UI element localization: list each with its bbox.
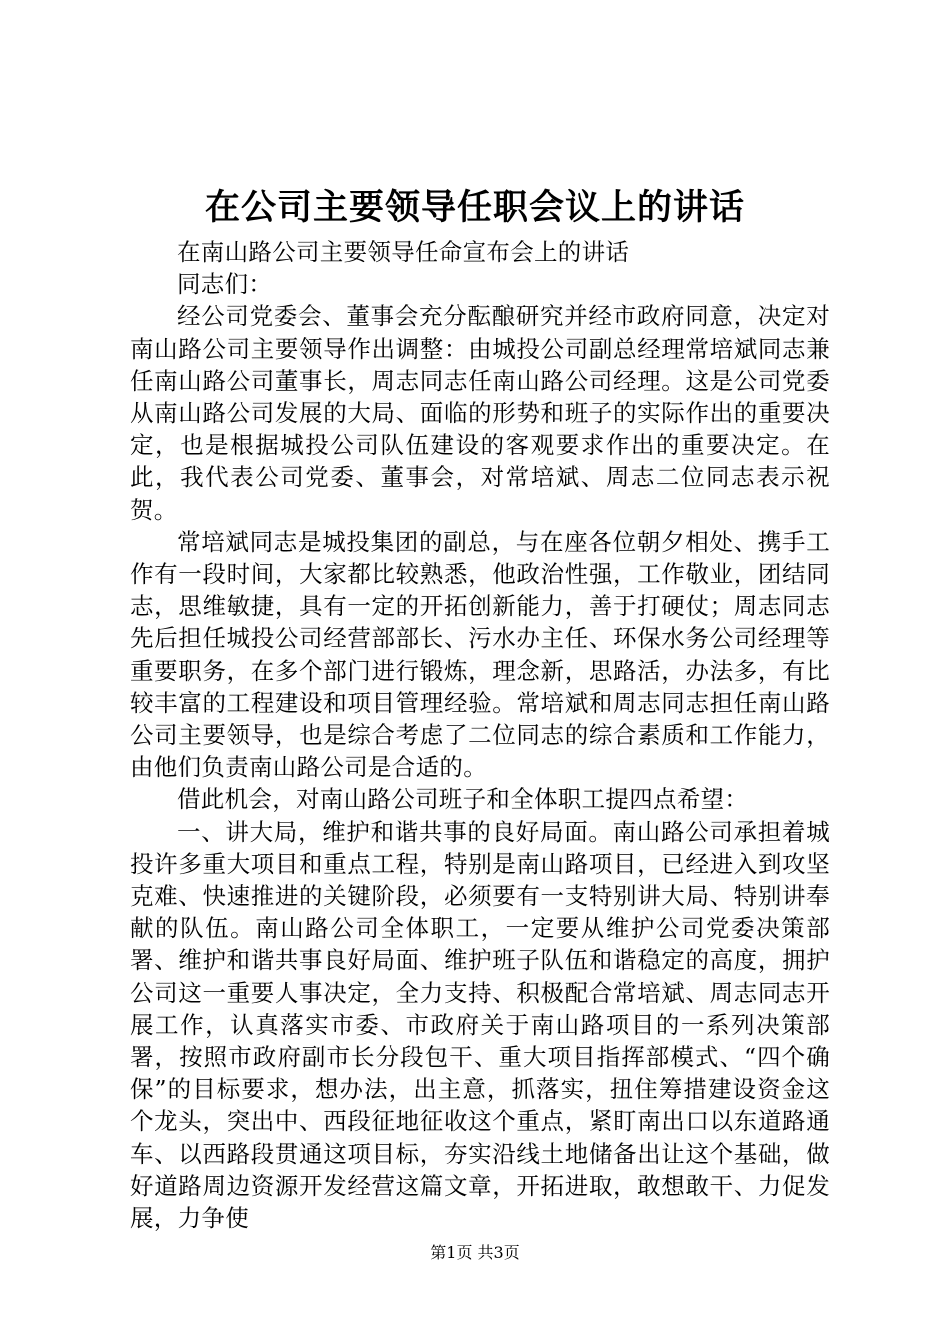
salutation-paragraph: 同志们： bbox=[177, 270, 273, 299]
body-paragraph: 一、讲大局，维护和谐共事的良好局面。南山路公司承担着城投许多重大项目和重点工程，特别是南山路项目，已经进入到攻坚克难、快速推进的关键阶段，必须要有一支特别讲大局、特别讲奉献的队伍。南山路公司全体职工，一定要从维护公司党委决策部署、维护和谐共事良好局面、维护班子队伍和谐稳定的高度，拥护公司这一重要人事决定，全力支持、积极配合常培斌、周志同志开展工作，认真落实市委、市政府关于南山路项目的一系列决策部署，按照市政府副市长分段包干、重大项目指挥部模式、“四个确保”的目标要求，想办法，出主意，抓落实，扭住筹措建设资金这个龙头，突出中、西段征地征收这个重点，紧盯南出口以东道路通车、以西路段贯通这项目标，夯实沿线土地储备出让这个基础，做好道路周边资源开发经营这篇文章，开拓进取，敢想敢干、力促发展，力争使 bbox=[130, 817, 830, 1233]
document-body bbox=[130, 236, 830, 1234]
page-number-footer: 第1页 共3页 bbox=[430, 1243, 520, 1262]
body-paragraph: 经公司党委会、董事会充分酝酿研究并经市政府同意，决定对南山路公司主要领导作出调整：由城投公司副总经理常培斌同志兼任南山路公司董事长，周志同志任南山路公司经理。这是公司党委从南山路公司发展的大局、面临的形势和班子的实际作出的重要决定，也是根据城投公司队伍建设的客观要求作出的重要决定。在此，我代表公司党委、董事会，对常培斌、周志二位同志表示祝贺。 bbox=[130, 302, 830, 524]
subtitle-paragraph: 在南山路公司主要领导任命宣布会上的讲话 bbox=[177, 238, 630, 266]
document-title: 在公司主要领导任职会议上的讲话 bbox=[204, 187, 745, 228]
body-paragraph: 常培斌同志是城投集团的副总，与在座各位朝夕相处、携手工作有一段时间，大家都比较熟悉，他政治性强，工作敬业，团结同志，思维敏捷，具有一定的开拓创新能力，善于打硬仗；周志同志先后担任城投公司经营部部长、污水办主任、环保水务公司经理等重要职务，在多个部门进行锻炼，理念新，思路活，办法多，有比较丰富的工程建设和项目管理经验。常培斌和周志同志担任南山路公司主要领导，也是综合考虑了二位同志的综合素质和工作能力，由他们负责南山路公司是合适的。 bbox=[130, 527, 830, 782]
body-paragraph: 借此机会，对南山路公司班子和全体职工提四点希望： bbox=[177, 785, 749, 814]
